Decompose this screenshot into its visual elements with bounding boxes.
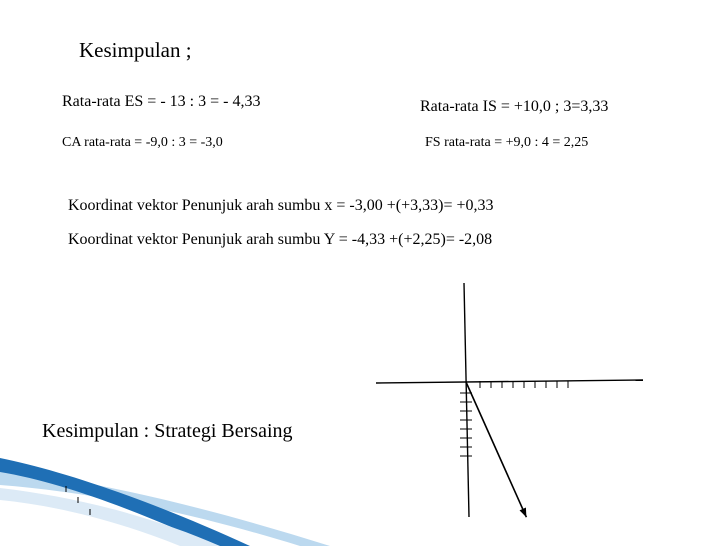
es-average-text: Rata-rata ES = - 13 : 3 = - 4,33	[62, 93, 261, 110]
coordinate-diagram	[376, 283, 643, 517]
direction-vector-line	[466, 382, 526, 517]
vector-x-coordinate: Koordinat vektor Penunjuk arah sumbu x = -3,00 +(+3,33)= +0,33	[68, 197, 494, 214]
y-axis-ticks	[460, 393, 472, 456]
fs-average-text: FS rata-rata = +9,0 : 4 = 2,25	[425, 135, 589, 150]
vector-y-coordinate: Koordinat vektor Penunjuk arah sumbu Y = -4,33 +(+2,25)= -2,08	[68, 231, 493, 248]
decorative-swoosh	[0, 458, 330, 546]
ca-average-text: CA rata-rata = -9,0 : 3 = -3,0	[62, 135, 223, 150]
is-average-text: Rata-rata IS = +10,0 ; 3=3,33	[420, 98, 609, 115]
x-axis	[376, 380, 643, 383]
slide-heading: Kesimpulan ;	[79, 38, 192, 62]
y-axis	[464, 283, 469, 517]
direction-vector-arrowhead	[520, 508, 527, 518]
conclusion-text: Kesimpulan : Strategi Bersaing	[42, 420, 293, 442]
